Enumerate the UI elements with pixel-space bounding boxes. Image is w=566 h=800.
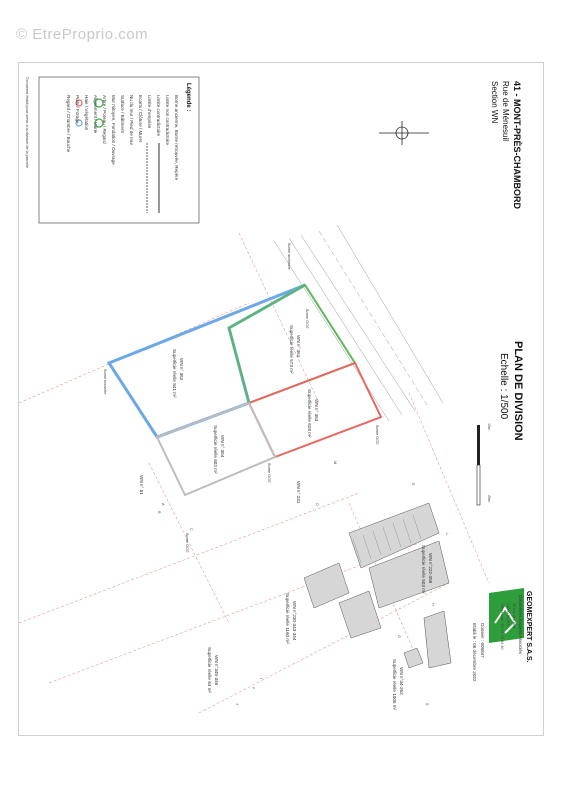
lot-362-label: WN n° 362 (179, 358, 184, 381)
commune-title: 41 - MONT-PRÈS-CHAMBORD (512, 81, 522, 210)
point-letter: G (397, 635, 401, 638)
watermark: © EtreProprio.com (16, 26, 149, 43)
scale-left-label: 15m (487, 423, 491, 431)
company-city: 41000 BLOIS (506, 603, 510, 626)
legend-item: Arbre / Poteau / Regard (102, 95, 107, 144)
parcel-label: WN n° 51 (139, 475, 144, 495)
point-letter: D (315, 503, 319, 506)
legend-item: Limite contradictoire (156, 95, 161, 137)
parcel-label: WN n°34-262 (399, 667, 404, 695)
north-arrow (379, 121, 429, 145)
lot-364-area: Superficie réelle 602 m² (213, 425, 218, 474)
parcel-area: Superficie réelle 503 m² (421, 545, 426, 594)
lot-361-area: Superficie réelle 573 m² (289, 325, 294, 374)
company-phone: Téléphone : 02 54 78 84 40 (500, 603, 504, 650)
dossier-number: Dossier : 605847 (480, 623, 485, 658)
point-letter: K (425, 703, 429, 706)
lot-363-area: Superficie réelle 628 m² (307, 389, 312, 438)
point-letter: B (157, 511, 161, 514)
plan-sheet (18, 62, 544, 736)
point-letter: F (251, 687, 255, 690)
scale-right-label: 20m (487, 495, 491, 503)
legend-footnote: Document établi pour servir à la division de la parcelle (25, 77, 29, 168)
legend-item: Regard / Chambre / Bouche (66, 95, 71, 153)
legend-item: Limite non contradictoire (165, 95, 170, 146)
marker-label: Borne OGE (185, 533, 189, 553)
point-letter: I (259, 678, 263, 680)
lot-361-label: WN n° 361 (296, 335, 301, 358)
lot-363-label: WN n° 363 (314, 399, 319, 422)
legend-item: Limite d'emprise (147, 95, 152, 129)
company-subtitle: Géomètres Experts Associés (518, 595, 523, 654)
parcel-area: Superficie réelle 1006 m² (392, 659, 397, 711)
scale-bar (477, 425, 480, 505)
legend-item: Ecarts / Clôture / Muret (138, 95, 143, 143)
marker-label: Borne nouvelle (103, 369, 107, 395)
legend-item: Borne ancienne, Borne retrouvée, Repère (174, 95, 179, 181)
point-letter: E (411, 483, 415, 486)
legend-item: Haie / Végétation (84, 95, 89, 131)
buildings (304, 503, 451, 668)
legend-item: Puits / Forage (75, 95, 80, 124)
legend-item: Surface / Bâtiment (120, 95, 125, 133)
road-lines (274, 225, 443, 421)
point-letter: C (189, 528, 193, 531)
company-address: 25 rue des Arts (512, 603, 516, 629)
point-letter: J (235, 703, 239, 705)
lot-362-outline (109, 285, 305, 437)
company-name: GEOMEXPERT S.A.S. (525, 591, 532, 663)
street-name: Rue de Ménesuil (501, 81, 510, 142)
lot-364-label: WN n° 364 (220, 435, 225, 458)
marker-label: Borne OGE (305, 309, 309, 329)
parcel-label: WN n°222-358 (428, 553, 433, 584)
point-letter: M (333, 461, 337, 465)
parcel-area: Superficie réelle 64 m² (207, 647, 212, 693)
plan-drawing (19, 63, 543, 735)
legend-item: Nu du mur / Pied de mur (129, 95, 134, 146)
plan-scale: Echelle : 1/500 (498, 353, 509, 420)
parcel-label: WN n°345-346 (214, 655, 219, 686)
established-date: Etabli le : 06 décembre 2022 (472, 623, 477, 682)
marker-label: Borne ancienne (287, 243, 291, 270)
point-letter: A (161, 503, 165, 506)
marker-label: Borne OGE (267, 463, 271, 483)
parcel-area: Superficie réelle 1160 m² (285, 593, 290, 644)
point-letter: L (445, 533, 449, 536)
point-letter: H (431, 603, 435, 606)
marker-label: Borne OGE (375, 425, 379, 445)
parcel-label: WN n°230-343-344 (292, 601, 297, 641)
legend-item: Alignement / Voirie (93, 95, 98, 134)
legend-item: Mur mitoyen, Fondation / Ouvrage (111, 95, 116, 165)
lot-362-area: Superficie réelle 841 m² (172, 349, 177, 398)
parcel-label: WN n° 231 (296, 481, 301, 504)
plan-title: PLAN DE DIVISION (512, 341, 524, 441)
legend-title: Légende : (185, 83, 191, 112)
section-name: Section WN (490, 81, 499, 124)
